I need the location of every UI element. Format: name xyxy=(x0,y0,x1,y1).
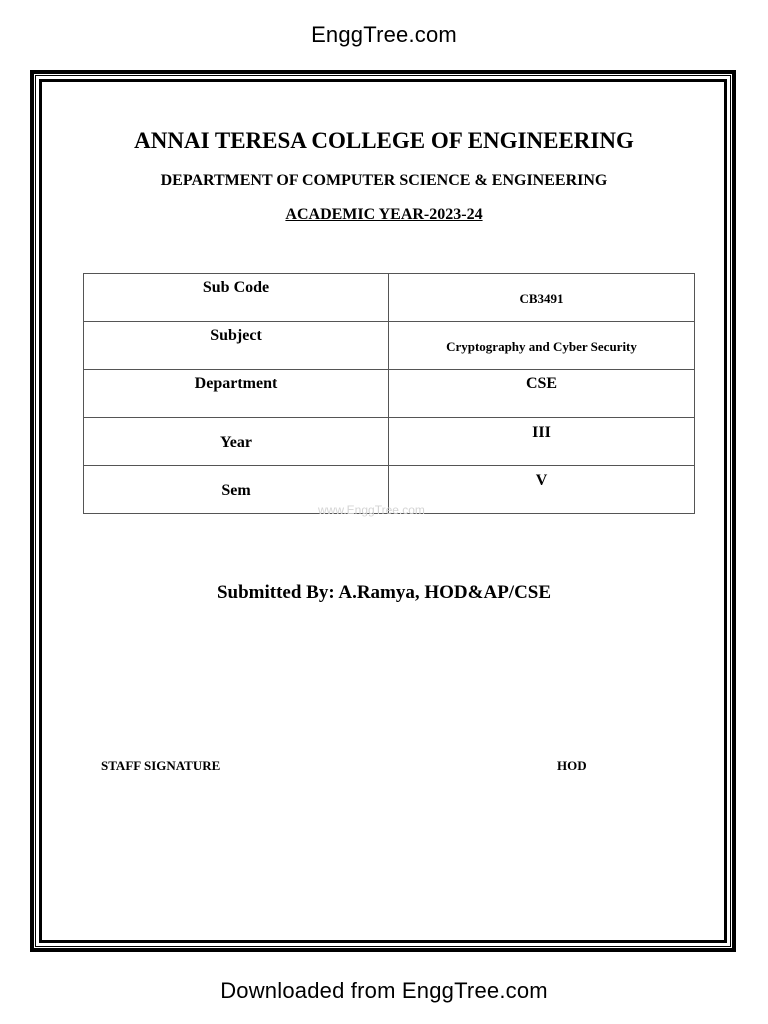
sem-value: V xyxy=(535,472,548,489)
sem-value-cell xyxy=(389,466,695,514)
submitted-by: Submitted By: A.Ramya, HOD&AP/CSE xyxy=(216,582,552,603)
year-value-cell xyxy=(389,418,695,466)
sub-code-label-cell xyxy=(84,274,389,322)
subject-label-cell xyxy=(84,322,389,370)
year-label-cell xyxy=(84,418,389,466)
staff-signature-label: STAFF SIGNATURE xyxy=(101,758,221,773)
table-row xyxy=(84,322,695,370)
college-name: ANNAI TERESA COLLEGE OF ENGINEERING xyxy=(134,128,634,153)
academic-year xyxy=(0,206,768,224)
table-row xyxy=(84,370,695,418)
sem-label: Sem xyxy=(221,482,251,499)
sub-code-value-cell xyxy=(389,274,695,322)
department-name: DEPARTMENT OF COMPUTER SCIENCE & ENGINEERING xyxy=(160,172,608,189)
watermark: www.EnggTree.com xyxy=(318,503,425,517)
subject-value: Cryptography and Cyber Security xyxy=(446,339,637,354)
download-footer: Downloaded from EnggTree.com xyxy=(220,978,548,1003)
table-row xyxy=(84,418,695,466)
department-value: CSE xyxy=(525,375,558,392)
academic-year-text: ACADEMIC YEAR-2023-24 xyxy=(285,206,483,223)
table-row xyxy=(84,274,695,322)
hod-signature-label: HOD xyxy=(557,758,587,773)
sub-code-label: Sub Code xyxy=(202,279,270,296)
department-value-cell xyxy=(389,370,695,418)
sub-code-value: CB3491 xyxy=(519,291,564,306)
department-label: Department xyxy=(194,375,278,392)
department-label-cell xyxy=(84,370,389,418)
course-info-table xyxy=(83,273,695,514)
subject-value-cell xyxy=(389,322,695,370)
site-header: EnggTree.com xyxy=(311,22,457,47)
year-label: Year xyxy=(220,434,252,451)
subject-label: Subject xyxy=(210,327,262,344)
year-value: III xyxy=(532,424,551,441)
